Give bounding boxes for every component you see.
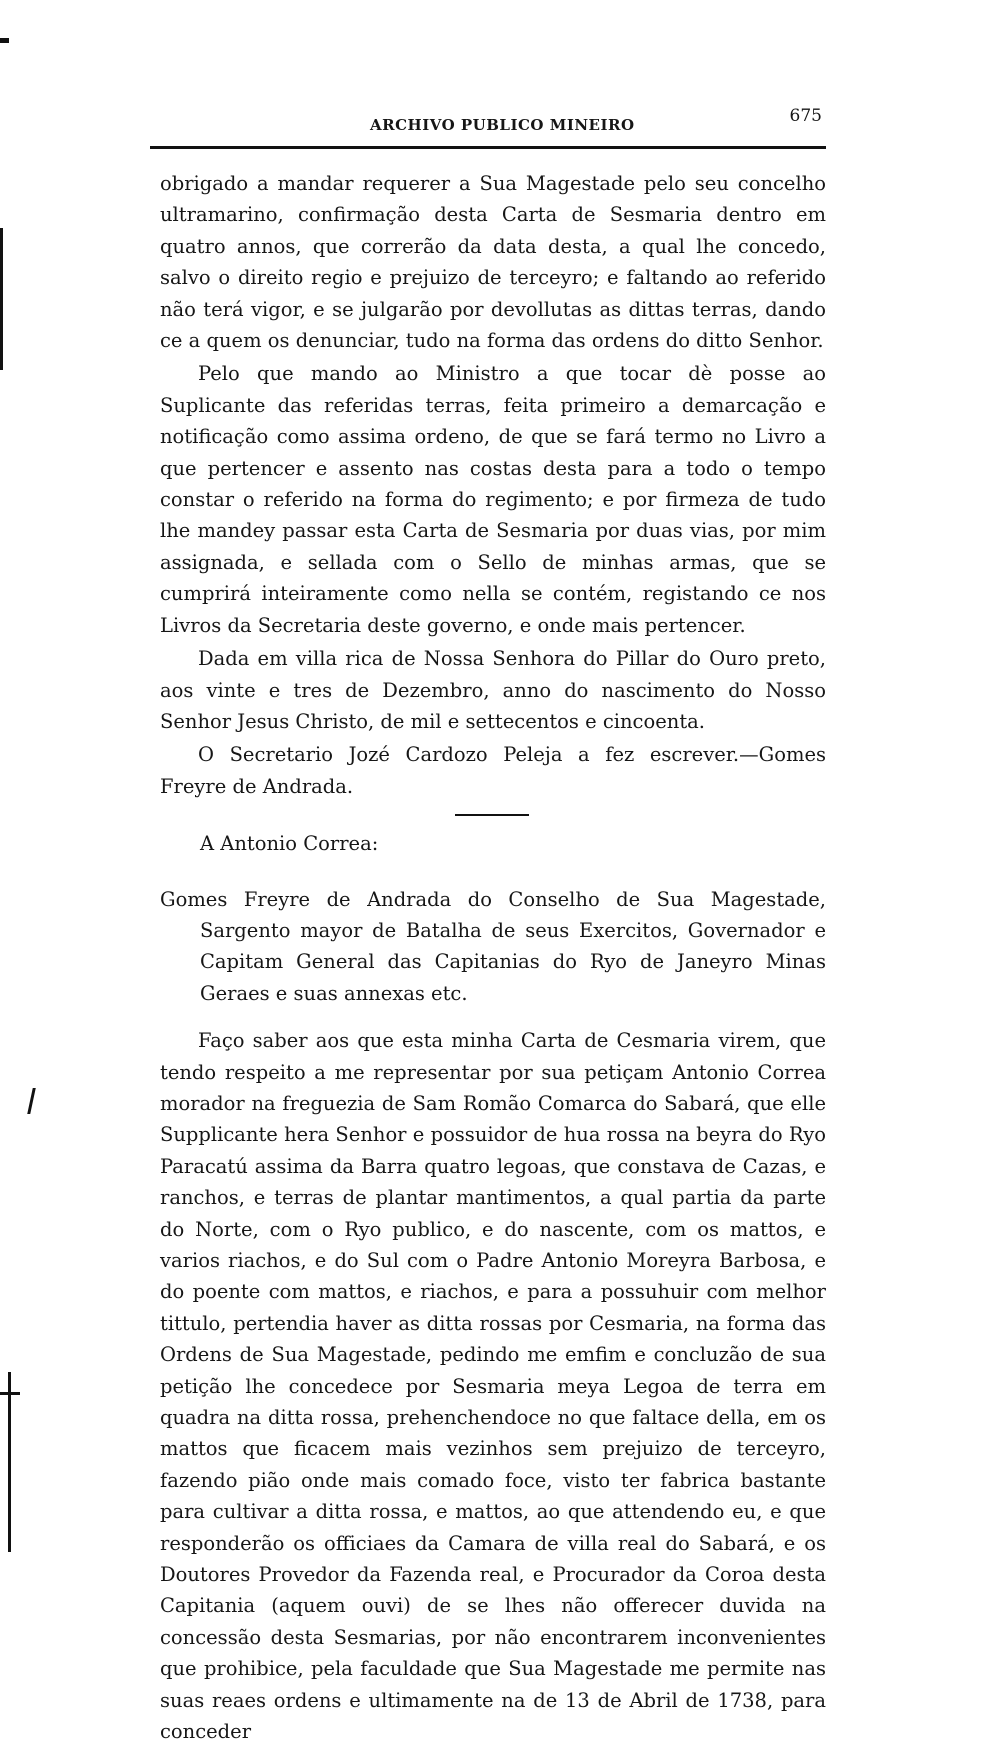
header-rule	[150, 146, 826, 149]
paragraph-order: Pelo que mando ao Ministro a que tocar dè posse ao Suplicante das referidas terras, feita primeiro a demarcação e notificação como assima ordeno, de que se fará termo no Livro a que pertencer e assento nas costas desta para a todo o tempo constar o referido na forma do regimento; e por firmeza de tudo lhe mandey passar esta Carta de Sesmaria por duas vias, por mim assignada, e sellada com o Sello de minhas armas, que se cumprirá inteiramente como nella se contém, registando ce nos Livros da Secretaria deste governo, e onde mais pertencer.	[160, 362, 826, 637]
page-number: 675	[789, 106, 822, 126]
paragraph-continuation: obrigado a mandar requerer a Sua Magestade pelo seu concelho ultramarino, confirmação desta Carta de Sesmaria dentro em quatro annos, que correrão da data desta, a qual lhe concedo, salvo o direito regio e prejuizo de terceyro; e faltando ao referido não terá vigor, e se julgarão por devollutas as dittas terras, dando ce a quem os denunciar, tudo na forma das ordens do ditto Senhor.	[160, 172, 826, 353]
section-separator	[455, 814, 529, 816]
paragraph-date: Dada em villa rica de Nossa Senhora do Pillar do Ouro preto, aos vinte e tres de Dezembro, anno do nascimento do Nosso Senhor Jesus Christo, de mil e settecentos e cincoenta.	[160, 647, 826, 733]
margin-mark-bracket	[27, 1088, 36, 1114]
paragraph-petition: Faço saber aos que esta minha Carta de Cesmaria virem, que tendo respeito a me representar por sua petiçam Antonio Correa morador na freguezia de Sam Romão Comarca do Sabará, que elle Supplicante hera Senhor e possuidor de hua rossa na beyra do Ryo Paracatú assima da Barra quatro legoas, que constava de Cazas, e ranchos, e terras de plantar mantimentos, a qual partia da parte do Norte, com o Ryo publico, e do nascente, com os mattos, e varios riachos, e do Sul com o Padre Antonio Moreyra Barbosa, e do poente com mattos, e riachos, e para a possuhuir com melhor tittulo, pertendia haver as ditta rossas por Cesmaria, na forma das Ordens de Sua Magestade, pedindo me emfim e concluzão de sua petição lhe concedece por Sesmaria meya Legoa de terra em quadra na ditta rossa, prehenchendoce no que faltace della, em os mattos que ficacem mais vezinhos sem prejuizo de terceyro, fazendo pião onde mais comado foce, visto ter fabrica bastante para cultivar a ditta rossa, e mattos, ao que attendendo eu, e que responderão os officiaes da Camara de villa real do Sabará, e os Doutores Provedor da Fazenda real, e Procurador da Coroa desta Capitania (aquem ouvi) de se lhes não offerecer duvida na concessão desta Sesmarias, por não encontrarem inconvenientes que prohibice, pela faculdade que Sua Magestade me permite nas suas reaes ordens e ultimamente na de 13 de Abril de 1738, para conceder	[160, 1029, 826, 1744]
page-body	[160, 168, 826, 1748]
issuer-title-block: Gomes Freyre de Andrada do Conselho de Sua Magestade, Sargento mayor de Batalha de seus Exercitos, Governador e Capitam General das Capitanias do Ryo de Janeyro Minas Geraes e suas annexas etc.	[160, 887, 826, 1005]
paragraph-signature: O Secretario Jozé Cardozo Peleja a fez escrever.—Gomes Freyre de Andrada.	[160, 743, 826, 798]
running-title: ARCHIVO PUBLICO MINEIRO	[370, 116, 635, 134]
margin-mark-cross-h	[0, 1392, 20, 1395]
addressee: A Antonio Correa:	[200, 832, 379, 856]
page-header	[150, 104, 830, 148]
margin-mark-cross-v	[8, 1372, 11, 1552]
margin-mark-top	[0, 38, 9, 43]
margin-mark-left-bar	[0, 228, 3, 370]
